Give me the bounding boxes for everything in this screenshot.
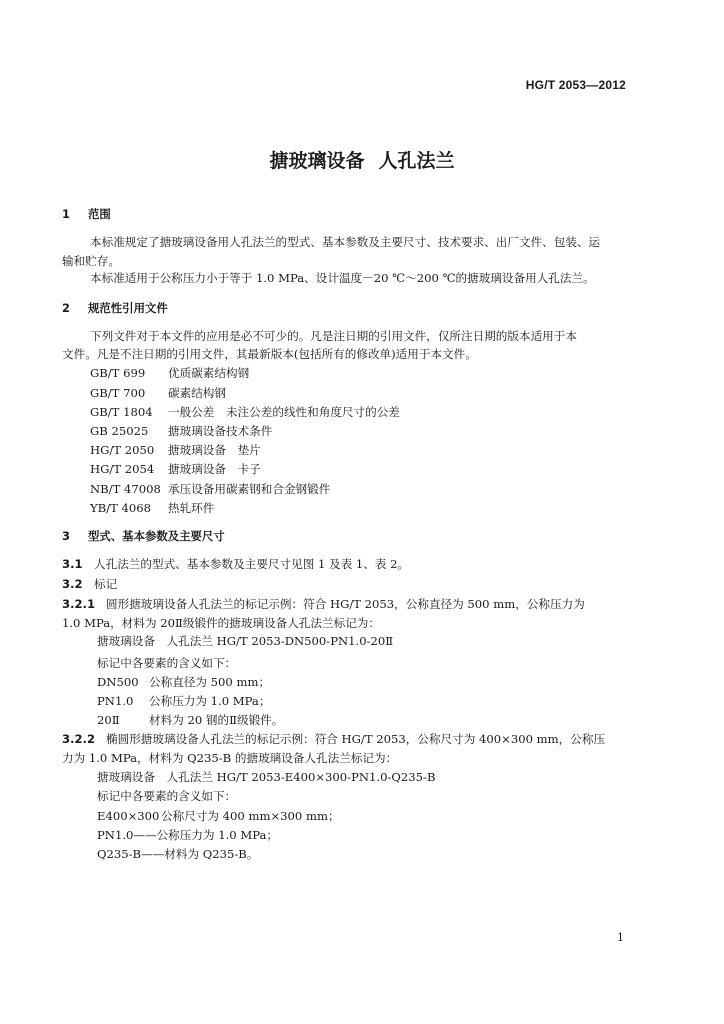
section-2-p1-line1: 下列文件对于本文件的应用是必不可少的。凡是注日期的引用文件，仅所注日期的版本适用于本 [90,329,577,343]
section-2-heading: 2 规范性引用文件 [62,301,168,315]
page-number: 1 [617,931,624,944]
reference-item: GB/T 1804 一般公差 未注公差的线性和角度尺寸的公差 [90,405,400,419]
reference-item: GB/T 700 碳素结构钢 [90,386,226,400]
meaning-intro: 标记中各要素的含义如下： [97,789,237,803]
meaning-item: Q235-B——材料为 Q235-B。 [97,847,259,861]
clause-3-2-1-line2: 1.0 MPa，材料为 20Ⅱ级锻件的搪玻璃设备人孔法兰标记为： [62,616,380,630]
meaning-item: 20Ⅱ 材料为 20 钢的Ⅱ级锻件。 [97,713,284,727]
reference-item: GB/T 699 优质碳素结构钢 [90,366,250,380]
title-part2: 人孔法兰 [378,150,455,172]
title-part1: 搪玻璃设备 [269,150,365,172]
page-title [0,146,724,173]
reference-item: NB/T 47008 承压设备用碳素钢和合金钢锻件 [90,482,331,496]
reference-item: GB 25025 搪玻璃设备技术条件 [90,424,273,438]
clause-3-2-2-line2: 力为 1.0 MPa，材料为 Q235-B 的搪玻璃设备人孔法兰标记为： [62,751,398,765]
clause-3-2-heading: 3.2 标记 [62,577,118,591]
reference-item: HG/T 2050 搪玻璃设备 垫片 [90,443,261,457]
section-1-heading: 1 范围 [62,207,111,221]
meaning-item: DN500 公称直径为 500 mm； [97,675,271,689]
section-2-p1-line2: 文件。凡是不注日期的引用文件，其最新版本(包括所有的修改单)适用于本文件。 [62,347,477,361]
meaning-intro: 标记中各要素的含义如下： [97,656,237,670]
section-1-p1-line1: 本标准规定了搪玻璃设备用人孔法兰的型式、基本参数及主要尺寸、技术要求、出厂文件、包装、运 [90,235,601,249]
meaning-item: PN1.0 公称压力为 1.0 MPa； [97,694,271,708]
marking-example: 搪玻璃设备 人孔法兰 HG/T 2053-E400×300-PN1.0-Q235-B [97,770,436,784]
section-1-p1-line2: 输和贮存。 [62,254,120,268]
clause-3-1: 3.1 人孔法兰的型式、基本参数及主要尺寸见图 1 及表 1、表 2。 [62,557,410,571]
reference-item: YB/T 4068 热轧环件 [90,501,215,515]
standard-code: HG/T 2053—2012 [525,78,626,92]
reference-item: HG/T 2054 搪玻璃设备 卡子 [90,462,261,476]
marking-example: 搪玻璃设备 人孔法兰 HG/T 2053-DN500-PN1.0-20Ⅱ [97,634,394,648]
section-1-p2: 本标准适用于公称压力小于等于 1.0 MPa、设计温度－20 ℃～200 ℃的搪玻璃设备用人孔法兰。 [90,271,595,285]
clause-3-2-2-line1: 3.2.2 椭圆形搪玻璃设备人孔法兰的标记示例：符合 HG/T 2053，公称尺寸为 400×300 mm，公称压 [62,732,606,746]
clause-3-2-1-line1: 3.2.1 圆形搪玻璃设备人孔法兰的标记示例：符合 HG/T 2053，公称直径为 500 mm，公称压力为 [62,597,585,611]
section-3-heading: 3 型式、基本参数及主要尺寸 [62,529,225,543]
meaning-item: E400×300 公称尺寸为 400 mm×300 mm； [97,809,340,823]
meaning-item: PN1.0——公称压力为 1.0 MPa； [97,828,279,842]
